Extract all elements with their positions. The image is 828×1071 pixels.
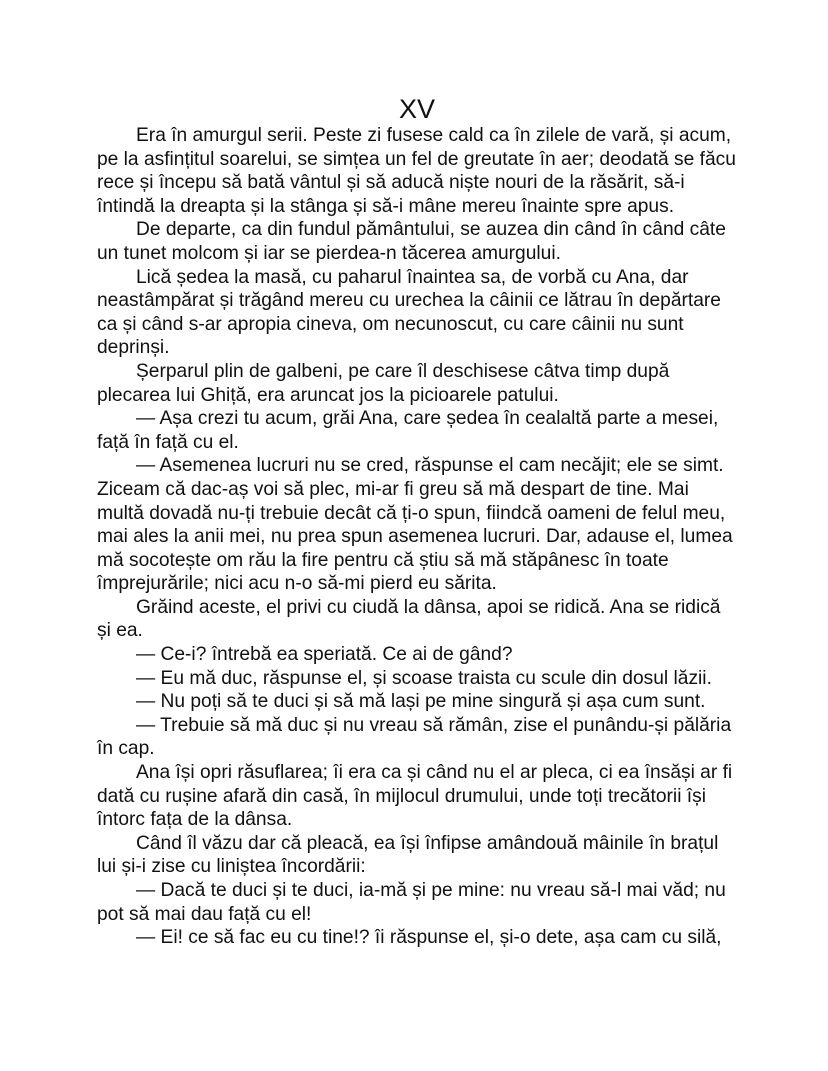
paragraph: Șerparul plin de galbeni, pe care îl deschisese câtva timp după plecarea lui Ghiță, era aruncat jos la picioarele patului. (97, 360, 670, 406)
paragraph: Grăind aceste, el privi cu ciudă la dânsa, apoi se ridică. Ana se ridică și ea. (97, 596, 721, 642)
dialogue-paragraph: — Trebuie să mă duc și nu vreau să rămân, zise el punându-și pălăria în cap. (97, 714, 732, 760)
chapter-title: XV (398, 94, 436, 124)
dialogue-paragraph: — Nu poți să te duci și să mă lași pe mine singură și așa cum sunt. (136, 691, 706, 713)
document-page (97, 94, 737, 950)
paragraph: Lică ședea la masă, cu paharul înaintea sa, de vorbă cu Ana, dar neastâmpărat și trăgând mereu cu urechea la câinii ce lătrau în depărtare ca și când s-ar apropia cineva, om necunoscut, cu care câinii nu sunt deprinși. (97, 266, 721, 359)
paragraph: Era în amurgul serii. Peste zi fusese cald ca în zilele de vară, și acum, pe la asfințitul soarelui, se simțea un fel de greutate în aer; deodată se făcu rece și începu să bată vântul și să aducă niște nouri de la răsărit, să-i întindă la dreapta și la stânga și să-i mâne mereu înainte spre apus. (97, 125, 736, 217)
dialogue-paragraph: — Ei! ce să fac eu cu tine!? îi răspunse el, și-o dete, așa cam cu silă, (136, 927, 722, 949)
dialogue-paragraph: — Dacă te duci și te duci, ia-mă și pe mine: nu vreau să-l mai văd; nu pot să mai dau față cu el! (97, 880, 726, 925)
paragraph: Ana își opri răsuflarea; îi era ca și când nu el ar pleca, ci ea însăși ar fi dată cu rușine afară din casă, în mijlocul drumului, unde toți trecătorii își întorc fața de la dânsa. (97, 762, 733, 831)
dialogue-paragraph: — Ce-i? întrebă ea speriată. Ce ai de gând? (136, 644, 513, 666)
paragraph: Când îl văzu dar că pleacă, ea își înfipse amândouă mâinile în brațul lui și-i zise cu liniștea încordării: (97, 832, 719, 878)
dialogue-paragraph: — Asemenea lucruri nu se cred, răspunse el cam necăjit; ele se simt. Ziceam că dac-aș voi să plec, mi-ar fi greu să mă despart de tine. Mai multă dovadă nu-ți trebuie decât că ți-o spun, fiindcă oameni de felul meu, mai ales la anii mei, nu prea spun asemenea lucruri. Dar, adause el, lumea mă socotește om rău la fire pentru că știu să mă stăpânesc în toate împrejurările; nici acu n-o să-mi pierd eu sărita. (97, 455, 733, 595)
dialogue-paragraph: — Eu mă duc, răspunse el, și scoase traista cu scule din dosul lăzii. (136, 667, 712, 689)
paragraph: De departe, ca din fundul pământului, se auzea din când în când câte un tunet molcom și iar se pierdea-n tăcerea amurgului. (97, 219, 726, 264)
dialogue-paragraph: — Așa crezi tu acum, grăi Ana, care ședea în cealaltă parte a mesei, față în față cu el. (97, 408, 719, 453)
